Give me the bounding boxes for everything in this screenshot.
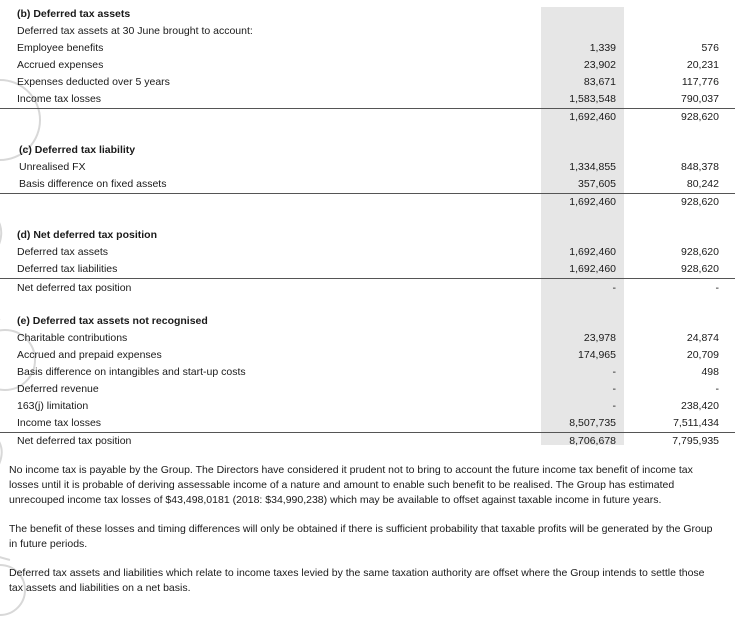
table-row: Basis difference on intangibles and start-up costs - 498 bbox=[17, 366, 719, 378]
table-row: Accrued expenses 23,902 20,231 bbox=[17, 59, 719, 71]
section-heading: (e) Deferred tax assets not recognised bbox=[17, 315, 208, 327]
table-row: Expenses deducted over 5 years 83,671 117,776 bbox=[17, 76, 719, 88]
section-heading: (b) Deferred tax assets bbox=[17, 8, 131, 20]
section-net-deferred-tax-position bbox=[0, 227, 735, 297]
section-subheading: Deferred tax assets at 30 June brought to account: bbox=[17, 25, 253, 37]
table-row: Charitable contributions 23,978 24,874 bbox=[17, 332, 719, 344]
table-row: 163(j) limitation - 238,420 bbox=[17, 400, 719, 412]
note-paragraph: No income tax is payable by the Group. The Directors have considered it prudent not to bring to account the future income tax benefit of income tax losses until it is probable of deriving assessable income of a nature and amount to enable such benefit to be realised. The Group has estimated unrecouped income tax losses of $43,498,0181 (2018: $34,990,238) which may be available to offset against taxable income in future years. bbox=[9, 464, 693, 506]
table-row: Employee benefits 1,339 576 bbox=[17, 42, 719, 54]
table-row: Accrued and prepaid expenses 174,965 20,709 bbox=[17, 349, 719, 361]
table-row: Unrealised FX 1,334,855 848,378 bbox=[19, 161, 719, 173]
total-row: 1,692,460 928,620 bbox=[0, 108, 735, 126]
section-heading: (c) Deferred tax liability bbox=[19, 144, 136, 156]
table-row: Basis difference on fixed assets 357,605 80,242 bbox=[19, 178, 719, 190]
table-row: Income tax losses 8,507,735 7,511,434 bbox=[17, 417, 719, 429]
total-row: Net deferred tax position - - bbox=[0, 278, 735, 297]
table-row: Deferred tax assets 1,692,460 928,620 bbox=[17, 246, 719, 258]
note-paragraph: The benefit of these losses and timing differences will only be obtained if there is sufficient probability that taxable profits will be generated by the Group in future periods. bbox=[9, 523, 713, 550]
table-row: Income tax losses 1,583,548 790,037 bbox=[17, 93, 719, 105]
section-heading: (d) Net deferred tax position bbox=[17, 229, 158, 241]
table-row: Deferred tax liabilities 1,692,460 928,620 bbox=[17, 263, 719, 275]
total-row: Net deferred tax position 8,706,678 7,795,935 bbox=[0, 432, 735, 450]
section-deferred-tax-assets bbox=[0, 6, 735, 126]
section-deferred-tax-assets-not-recognised bbox=[0, 313, 735, 450]
section-deferred-tax-liability bbox=[0, 142, 735, 211]
total-row: 1,692,460 928,620 bbox=[0, 193, 735, 211]
note-paragraph: Deferred tax assets and liabilities which relate to income taxes levied by the same taxation authority are offset where the Group intends to settle those tax assets and liabilities on a net basis. bbox=[9, 567, 705, 594]
table-row: Deferred revenue - - bbox=[17, 383, 719, 395]
